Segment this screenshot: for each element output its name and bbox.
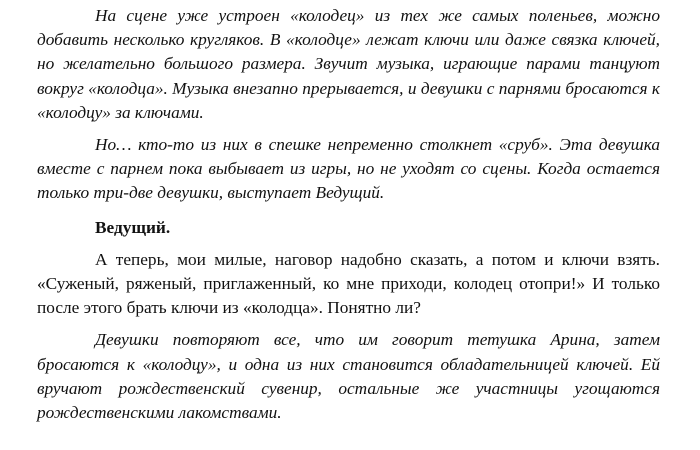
paragraph-gap xyxy=(37,206,660,216)
paragraph-gap xyxy=(37,240,660,248)
paragraph-stage-knock: Но… кто-то из них в спешке непременно столкнет «сруб». Эта девушка вместе с парнем пока выбывает из игры, но не уходят со сцены. Когда остается только три-две девушки, выступает Ведущий. xyxy=(37,135,660,203)
document-page xyxy=(37,4,660,425)
paragraph-stage-well: На сцене уже устроен «колодец» из тех же самых поленьев, можно добавить несколько кругляков. В «колодце» лежат ключи или даже связка ключей, но желательно большого размера. Звучит музыка, играющие парами танцуют вокруг «колодца». Музыка внезапно прерывается, и девушки с парнями бросаются к «колодцу» за ключами. xyxy=(37,6,660,122)
paragraph-stage-finale: Девушки повторяют все, что им говорит тетушка Арина, затем бросаются к «колодцу», и одна из них становится обладательницей ключей. Ей вручают рождественский сувенир, остальные же участницы угощаются рождественскими лакомствами. xyxy=(37,330,660,423)
paragraph-gap xyxy=(37,125,660,133)
paragraph-gap xyxy=(37,320,660,328)
paragraph-speech: А теперь, мои милые, наговор надобно сказать, а потом и ключи взять. «Суженый, ряженый, приглаженный, ко мне приходи, колодец отопри!» И только после этого брать ключи из «колодца». Понятно ли? xyxy=(37,249,660,318)
speaker-heading: Ведущий. xyxy=(95,217,171,237)
